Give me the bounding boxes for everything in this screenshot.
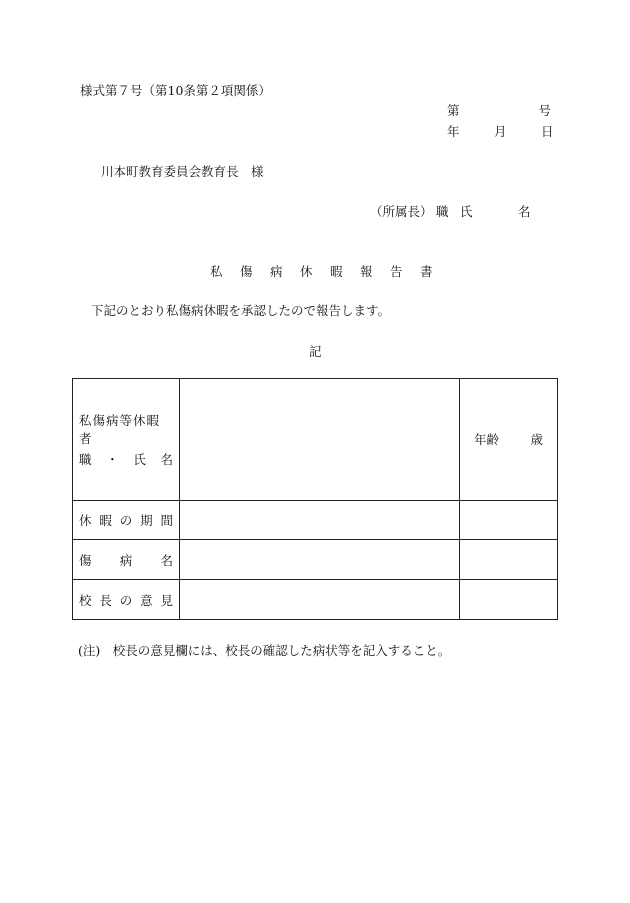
report-table <box>72 378 558 620</box>
label-leave-period <box>73 500 180 540</box>
number-suffix: 号 <box>538 103 551 118</box>
label-char: 傷 <box>79 552 92 568</box>
label-char: 意 <box>140 592 153 608</box>
sender-title-2: 氏 <box>460 204 473 219</box>
date-line <box>447 122 554 139</box>
label-principal-opinion <box>73 580 180 620</box>
label-char: ・ <box>106 451 119 467</box>
date-month: 月 <box>494 124 507 139</box>
age-field[interactable] <box>460 379 558 501</box>
number-prefix: 第 <box>447 103 460 118</box>
table-row <box>73 580 558 620</box>
principal-opinion-extra-field[interactable] <box>460 580 558 620</box>
sender-title-1: 職 <box>436 204 449 219</box>
illness-extra-field[interactable] <box>460 540 558 580</box>
note-text: (注) 校長の意見欄には、校長の確認した病状等を記入すること。 <box>78 643 451 658</box>
sender-affiliation: （所属長） <box>370 204 433 219</box>
document-number-line <box>447 101 551 119</box>
sender-title-3: 名 <box>518 204 531 219</box>
label-char: 病 <box>119 552 133 568</box>
label-char: 間 <box>160 512 173 528</box>
label-char: 長 <box>99 592 112 608</box>
label-char: の <box>119 512 133 528</box>
leave-period-extra-field[interactable] <box>460 500 558 540</box>
principal-opinion-field[interactable] <box>180 580 460 620</box>
ki-heading: 記 <box>309 344 322 359</box>
table-row <box>73 379 558 501</box>
age-label: 年齢 <box>474 432 500 448</box>
label-char: 氏 <box>133 451 146 467</box>
document-title: 私傷病休暇報告書 <box>210 264 451 279</box>
label-employee <box>73 379 180 501</box>
label-char: 見 <box>160 592 173 608</box>
label-char: 暇 <box>99 512 112 528</box>
label-char: の <box>119 592 133 608</box>
label-employee-line2 <box>79 450 173 468</box>
label-illness-name <box>73 540 180 580</box>
table-row <box>73 540 558 580</box>
label-char: 職 <box>79 451 92 467</box>
label-char: 校 <box>79 592 92 608</box>
age-unit: 歳 <box>530 432 543 448</box>
intro-text: 下記のとおり私傷病休暇を承認したので報告します。 <box>91 303 391 318</box>
table-row <box>73 500 558 540</box>
label-char: 名 <box>160 451 173 467</box>
date-year: 年 <box>447 124 460 139</box>
illness-name-field[interactable] <box>180 540 460 580</box>
addressee: 川本町教育委員会教育長 様 <box>101 164 264 179</box>
sender-line <box>370 202 530 218</box>
label-char: 期 <box>140 512 153 528</box>
form-number: 様式第７号（第10条第２項関係） <box>80 83 271 98</box>
date-day: 日 <box>541 124 554 139</box>
employee-name-field[interactable] <box>180 379 460 501</box>
label-char: 休 <box>79 512 92 528</box>
label-employee-line1: 私傷病等休暇者 <box>79 412 161 446</box>
label-char: 名 <box>160 552 173 568</box>
leave-period-field[interactable] <box>180 500 460 540</box>
